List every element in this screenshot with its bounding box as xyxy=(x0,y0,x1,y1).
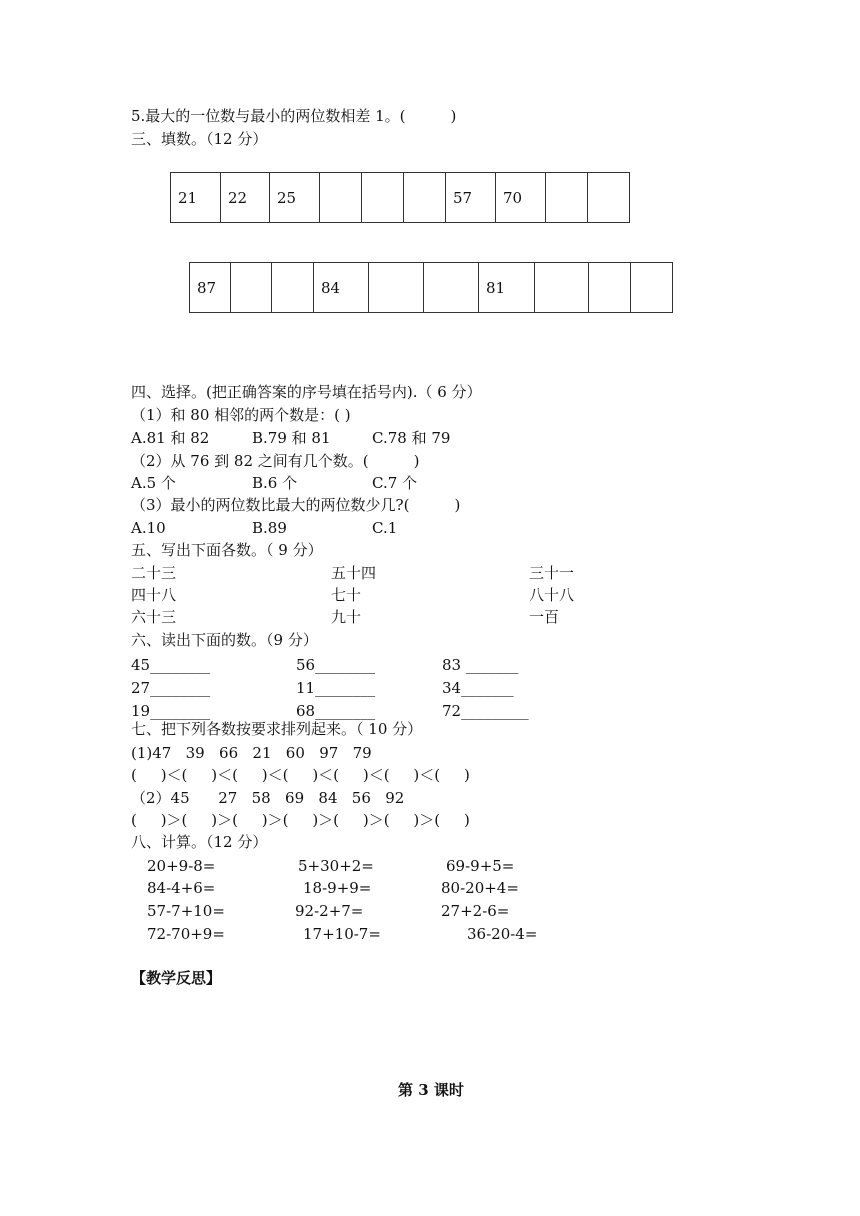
calc-item: 36-20-4= xyxy=(467,925,538,943)
choice-option: C.78 和 79 xyxy=(372,429,451,447)
grid2-cell: 84 xyxy=(314,263,369,313)
grid1-cell xyxy=(404,173,446,223)
choice-question-2: （2）从 76 到 82 之间有几个数。( ) xyxy=(131,452,420,470)
lesson-heading: 第 3 课时 xyxy=(398,1081,464,1099)
calc-item: 27+2-6= xyxy=(441,902,510,920)
teaching-reflection-heading: 【教学反思】 xyxy=(131,969,222,987)
section-8-title: 八、计算。（12 分） xyxy=(131,833,268,851)
chinese-number: 一百 xyxy=(529,608,560,626)
choice-option: B.6 个 xyxy=(252,474,298,492)
grid1-cell: 25 xyxy=(270,173,320,223)
chinese-number: 三十一 xyxy=(529,564,575,582)
read-number: 56________ xyxy=(296,656,376,674)
calc-item: 72-70+9= xyxy=(147,925,225,943)
chinese-number: 七十 xyxy=(331,586,362,604)
read-number: 72_________ xyxy=(442,702,529,720)
calc-item: 57-7+10= xyxy=(147,902,225,920)
read-number: 83 _______ xyxy=(442,656,519,674)
chinese-number: 二十三 xyxy=(131,564,177,582)
number-set-1: (1)47 39 66 21 60 97 79 xyxy=(131,744,372,762)
grid2-cell xyxy=(424,263,479,313)
choice-question-1: （1）和 80 相邻的两个数是：( ) xyxy=(131,406,351,424)
grid1-cell xyxy=(546,173,588,223)
read-number: 11________ xyxy=(296,679,376,697)
grid2-cell xyxy=(272,263,314,313)
calc-item: 92-2+7= xyxy=(295,902,364,920)
read-number: 68________ xyxy=(296,702,376,720)
true-false-item-5: 5.最大的一位数与最小的两位数相差 1。( ) xyxy=(131,107,457,125)
grid2-cell: 81 xyxy=(479,263,535,313)
section-4-title: 四、选择。(把正确答案的序号填在括号内).（ 6 分） xyxy=(131,383,482,401)
grid2-cell xyxy=(369,263,424,313)
grid1-cell: 70 xyxy=(496,173,546,223)
chinese-number: 九十 xyxy=(331,608,362,626)
number-set-2: （2）45 27 58 69 84 56 92 xyxy=(131,789,405,807)
choice-option: C.7 个 xyxy=(372,474,418,492)
section-5-title: 五、写出下面各数。（ 9 分） xyxy=(131,541,323,559)
section-3-title: 三、填数。（12 分） xyxy=(131,130,268,148)
choice-option: A.81 和 82 xyxy=(131,429,210,447)
grid1-cell xyxy=(362,173,404,223)
read-number: 34_______ xyxy=(442,679,514,697)
choice-option: B.89 xyxy=(252,519,287,537)
choice-option: A.5 个 xyxy=(131,474,176,492)
grid1-cell: 22 xyxy=(221,173,270,223)
chinese-number: 五十四 xyxy=(331,564,377,582)
section-7-title: 七、把下列各数按要求排列起来。（ 10 分） xyxy=(131,720,423,738)
read-number: 27________ xyxy=(131,679,211,697)
grid2-cell xyxy=(589,263,631,313)
choice-option: B.79 和 81 xyxy=(252,429,331,447)
chinese-number: 八十八 xyxy=(529,586,575,604)
calc-item: 18-9+9= xyxy=(303,879,372,897)
read-number: 45________ xyxy=(131,656,211,674)
grid2-cell xyxy=(231,263,272,313)
number-grid-1 xyxy=(170,172,630,223)
number-grid-2 xyxy=(189,262,673,313)
ascending-order-row: ( )＜( )＜( )＜( )＜( )＜( )＜( ) xyxy=(131,766,470,784)
choice-option: C.1 xyxy=(372,519,398,537)
grid2-cell xyxy=(535,263,589,313)
chinese-number: 四十八 xyxy=(131,586,177,604)
calc-item: 84-4+6= xyxy=(147,879,216,897)
section-6-title: 六、读出下面的数。（9 分） xyxy=(131,631,318,649)
grid1-cell xyxy=(320,173,362,223)
descending-order-row: ( )＞( )＞( )＞( )＞( )＞( )＞( ) xyxy=(131,811,470,829)
chinese-number: 六十三 xyxy=(131,608,177,626)
grid1-cell xyxy=(588,173,630,223)
grid2-cell xyxy=(631,263,673,313)
read-number: 19________ xyxy=(131,702,211,720)
calc-item: 80-20+4= xyxy=(441,879,519,897)
grid1-cell: 21 xyxy=(171,173,221,223)
calc-item: 20+9-8= xyxy=(147,857,216,875)
choice-question-3: （3）最小的两位数比最大的两位数少几?( ) xyxy=(131,496,461,514)
calc-item: 5+30+2= xyxy=(298,857,374,875)
grid1-cell: 57 xyxy=(446,173,496,223)
calc-item: 69-9+5= xyxy=(446,857,515,875)
calc-item: 17+10-7= xyxy=(303,925,381,943)
choice-option: A.10 xyxy=(131,519,166,537)
grid2-cell: 87 xyxy=(190,263,231,313)
